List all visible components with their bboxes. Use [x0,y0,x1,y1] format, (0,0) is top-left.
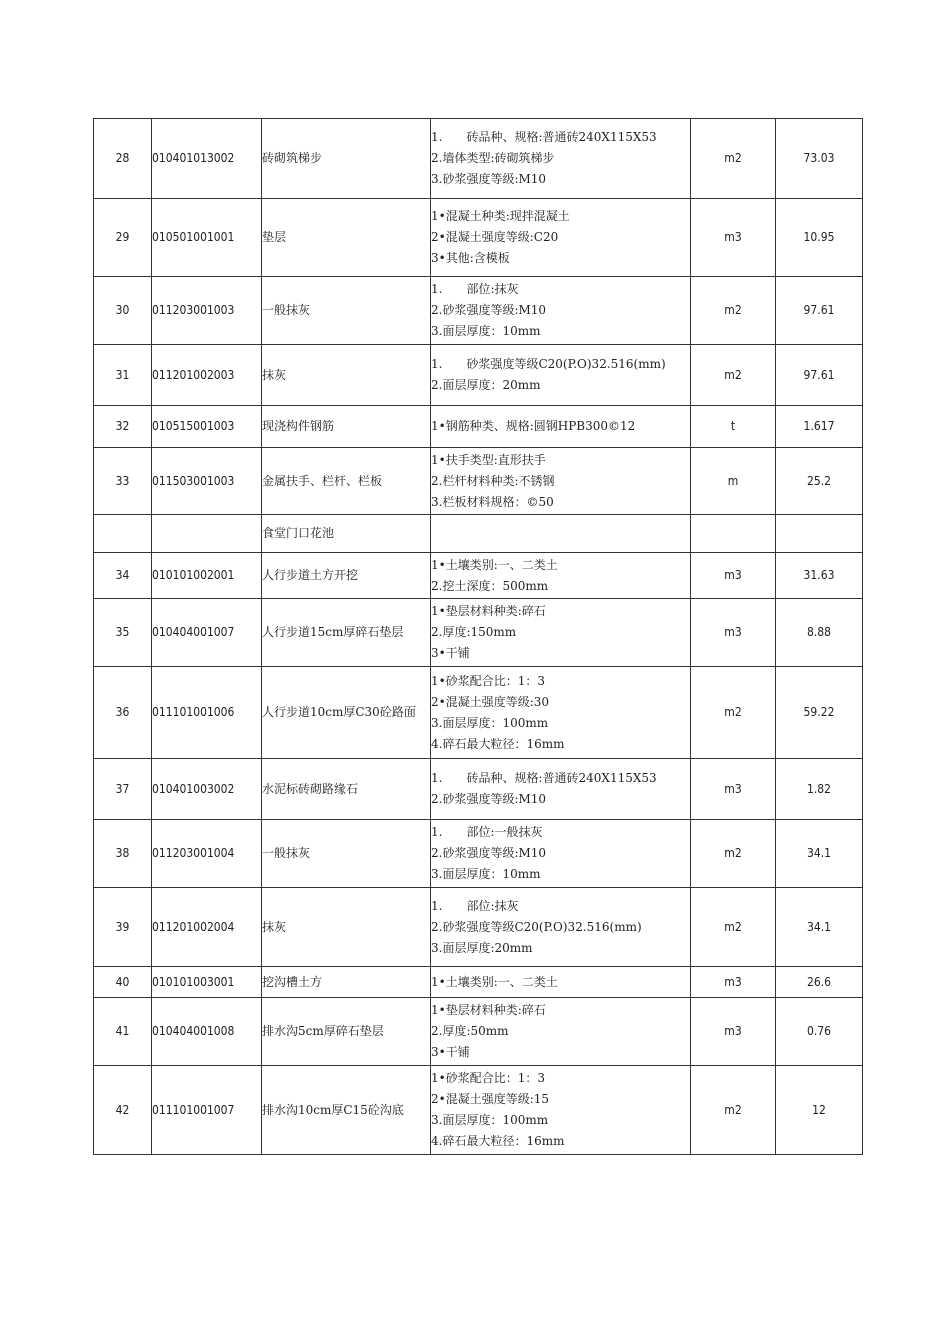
item-features-cell [431,277,691,345]
quantity-cell [776,515,863,553]
quantity-cell: 97.61 [776,345,863,406]
feature-line: 2.砂浆强度等级C20(P.O)32.516(mm) [431,919,642,934]
feature-line: 2.面层厚度：20mm [431,378,541,392]
feature-line: 1. 砖品种、规格:普通砖240X115X53 [431,771,657,785]
item-code-cell: 011101001006 [152,667,262,759]
feature-line: 2•混凝土强度等级:C20 [431,230,559,244]
feature-line: 2•混凝土强度等级:15 [431,1092,550,1106]
item-name-cell: 砖砌筑梯步 [262,119,431,199]
item-code-cell: 010501001001 [152,199,262,277]
quantity-cell: 1.82 [776,759,863,820]
item-number-cell: 33 [94,448,152,515]
feature-line: 1. 砂浆强度等级C20(P.O)32.516(mm) [431,357,666,371]
item-name-cell: 人行步道10cm厚C30砼路面 [262,667,431,759]
unit-cell: m2 [691,820,776,888]
item-features-cell [431,667,691,759]
item-code-cell: 011201002003 [152,345,262,406]
item-number-cell: 38 [94,820,152,888]
item-code-cell: 011201002004 [152,888,262,967]
item-features-cell [431,345,691,406]
item-code-cell: 010101003001 [152,967,262,998]
table-row [94,667,863,759]
item-features-cell [431,888,691,967]
table-row [94,448,863,515]
feature-line: 3.面层厚度：100mm [431,1113,549,1127]
item-features-cell [431,119,691,199]
item-code-cell: 011203001003 [152,277,262,345]
quantity-cell: 1.617 [776,406,863,448]
quantity-cell: 34.1 [776,888,863,967]
feature-line: 1. 部位:一般抹灰 [431,825,543,839]
table-row [94,119,863,199]
feature-line: 1. 部位:抹灰 [431,898,519,913]
feature-line: 4.碎石最大粒径：16mm [431,736,565,751]
item-number-cell: 36 [94,667,152,759]
feature-line: 3•其他:含模板 [431,251,510,265]
item-code-cell: 010515001003 [152,406,262,448]
item-features-cell [431,599,691,667]
unit-cell: t [691,406,776,448]
feature-line: 2.栏杆材料种类:不锈钢 [431,473,555,488]
unit-cell: m3 [691,998,776,1066]
item-code-cell: 010404001007 [152,599,262,667]
quantity-cell: 25.2 [776,448,863,515]
quantity-cell: 73.03 [776,119,863,199]
feature-line: 1•垫层材料种类:碎石 [431,604,546,618]
item-number-cell: 28 [94,119,152,199]
item-number-cell: 39 [94,888,152,967]
item-name-cell: 排水沟10cm厚C15砼沟底 [262,1066,431,1155]
item-features-cell [431,448,691,515]
unit-cell: m3 [691,599,776,667]
feature-line: 3.栏板材料规格：©50 [431,494,554,509]
unit-cell: m2 [691,345,776,406]
item-number-cell: 34 [94,553,152,599]
feature-line: 3.面层厚度：10mm [431,867,541,881]
table-row [94,759,863,820]
item-code-cell [152,515,262,553]
feature-line: 2.挖土深度：500mm [431,578,549,593]
unit-cell: m2 [691,888,776,967]
item-features-cell [431,406,691,448]
item-name-cell: 一般抹灰 [262,277,431,345]
item-features-cell [431,998,691,1066]
unit-cell: m2 [691,667,776,759]
unit-cell: m3 [691,759,776,820]
feature-line: 2.厚度:50mm [431,1024,509,1038]
unit-cell: m3 [691,967,776,998]
table-row [94,599,863,667]
feature-line: 1•扶手类型:直形扶手 [431,452,546,467]
feature-line: 2.厚度:150mm [431,625,517,639]
feature-line: 3.面层厚度：10mm [431,324,541,338]
table-row [94,888,863,967]
quantity-cell: 10.95 [776,199,863,277]
item-name-cell: 食堂门口花池 [262,515,431,553]
item-number-cell: 35 [94,599,152,667]
item-name-cell: 人行步道土方开挖 [262,553,431,599]
feature-line: 3.面层厚度:20mm [431,940,533,955]
feature-line: 2.墙体类型:砖砌筑梯步 [431,151,555,165]
table-row [94,406,863,448]
item-code-cell: 011101001007 [152,1066,262,1155]
feature-line: 1. 部位:抹灰 [431,282,519,296]
quantity-cell: 59.22 [776,667,863,759]
table-body [94,119,863,1155]
table-row [94,553,863,599]
item-features-cell [431,759,691,820]
quantity-cell: 31.63 [776,553,863,599]
feature-line: 1•砂浆配合比：1：3 [431,673,545,688]
item-name-cell: 水泥标砖砌路缘石 [262,759,431,820]
item-name-cell: 垫层 [262,199,431,277]
item-number-cell: 32 [94,406,152,448]
unit-cell: m2 [691,277,776,345]
item-number-cell: 42 [94,1066,152,1155]
item-features-cell [431,820,691,888]
table-row [94,967,863,998]
feature-line: 3.砂浆强度等级:M10 [431,172,547,186]
item-number-cell: 31 [94,345,152,406]
feature-line: 2.砂浆强度等级:M10 [431,846,547,860]
feature-line: 3•干铺 [431,646,470,660]
item-code-cell: 010401003002 [152,759,262,820]
item-code-cell: 011203001004 [152,820,262,888]
quantity-cell: 26.6 [776,967,863,998]
item-features-cell [431,515,691,553]
feature-line: 2.砂浆强度等级:M10 [431,303,547,317]
quantity-cell: 34.1 [776,820,863,888]
feature-line: 1•砂浆配合比：1：3 [431,1071,545,1085]
item-code-cell: 010404001008 [152,998,262,1066]
table-row [94,199,863,277]
item-number-cell: 29 [94,199,152,277]
item-features-cell [431,199,691,277]
item-code-cell: 011503001003 [152,448,262,515]
feature-line: 1•混凝土种类:现拌混凝土 [431,209,570,223]
feature-line: 1•钢筋种类、规格:圆钢HPB300©12 [431,419,636,433]
table-row [94,820,863,888]
item-name-cell: 排水沟5cm厚碎石垫层 [262,998,431,1066]
item-name-cell: 现浇构件钢筋 [262,406,431,448]
item-number-cell: 41 [94,998,152,1066]
item-number-cell: 30 [94,277,152,345]
unit-cell: m2 [691,119,776,199]
item-name-cell: 人行步道15cm厚碎石垫层 [262,599,431,667]
unit-cell: m3 [691,553,776,599]
table-row [94,345,863,406]
item-code-cell: 010101002001 [152,553,262,599]
item-name-cell: 金属扶手、栏杆、栏板 [262,448,431,515]
table-row [94,998,863,1066]
table-row [94,277,863,345]
quantity-cell: 8.88 [776,599,863,667]
unit-cell [691,515,776,553]
item-number-cell: 40 [94,967,152,998]
quantity-cell: 0.76 [776,998,863,1066]
item-name-cell: 抹灰 [262,888,431,967]
item-name-cell: 抹灰 [262,345,431,406]
quantity-cell: 12 [776,1066,863,1155]
feature-line: 1•土壤类别:一、二类土 [431,974,558,989]
unit-cell: m2 [691,1066,776,1155]
item-number-cell: 37 [94,759,152,820]
item-name-cell: 挖沟槽土方 [262,967,431,998]
bill-of-quantities-table [93,118,863,1155]
item-features-cell [431,1066,691,1155]
feature-line: 2.砂浆强度等级:M10 [431,792,547,806]
feature-line: 1. 砖品种、规格:普通砖240X115X53 [431,130,657,144]
feature-line: 3•干铺 [431,1045,470,1059]
item-features-cell [431,553,691,599]
item-name-cell: 一般抹灰 [262,820,431,888]
unit-cell: m3 [691,199,776,277]
item-features-cell [431,967,691,998]
feature-line: 2•混凝土强度等级:30 [431,694,550,709]
table-row [94,1066,863,1155]
feature-line: 3.面层厚度：100mm [431,715,549,730]
feature-line: 4.碎石最大粒径：16mm [431,1134,565,1148]
quantity-cell: 97.61 [776,277,863,345]
item-number-cell [94,515,152,553]
item-code-cell: 010401013002 [152,119,262,199]
table-row [94,515,863,553]
feature-line: 1•垫层材料种类:碎石 [431,1003,546,1017]
unit-cell: m [691,448,776,515]
feature-line: 1•土壤类别:一、二类土 [431,557,558,572]
